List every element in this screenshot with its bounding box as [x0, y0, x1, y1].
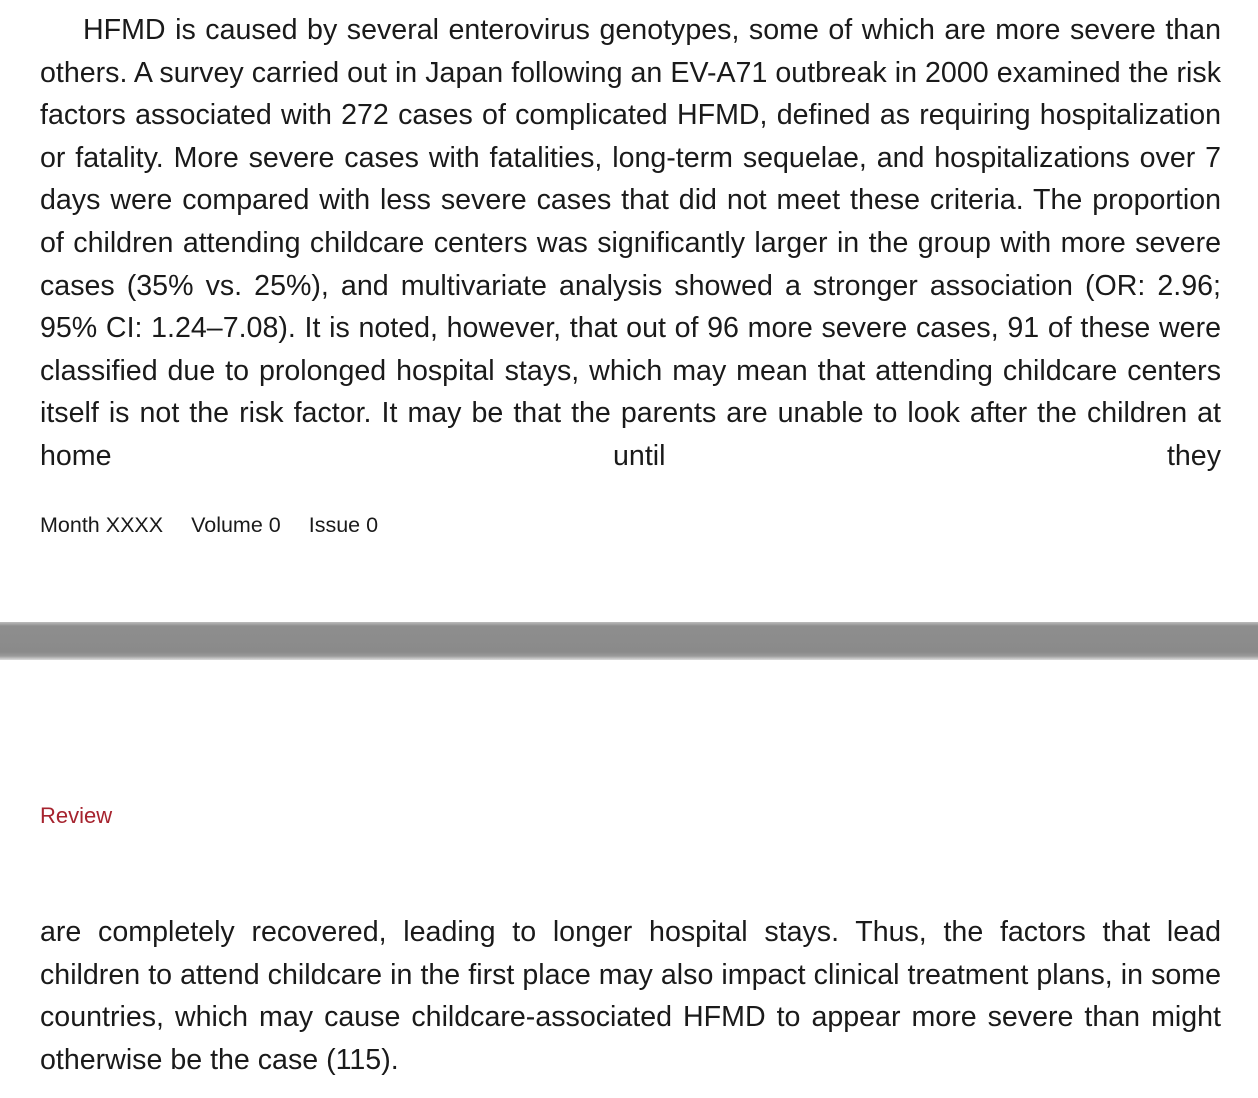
footer-issue: Issue 0 — [308, 513, 379, 537]
footer-volume: Volume 0 — [191, 513, 281, 537]
page-bottom — [0, 660, 1258, 1098]
body-paragraph: HFMD is caused by several enterovirus genotypes, some of which are more severe than others. A survey carried out in Japan following an EV-A71 outbreak in 2000 examined the risk factors associated with 272 cases of complicated HFMD, defined as requiring hospitalization or fatality. More severe cases with fatalities, long-term sequelae, and hospitalizations over 7 days were compared with less severe cases that did not meet these criteria. The proportion of children attending childcare centers was significantly larger in the group with more severe cases (35% vs. 25%), and multivariate analysis showed a stronger association (OR: 2.96; 95% CI: 1.24–7.08). It is noted, however, that out of 96 more severe cases, 91 of these were classified due to prolonged hospital stays, which may mean that attending childcare centers itself is not the risk factor. It may be that the parents are unable to look after the children at home until they — [40, 14, 1221, 472]
body-paragraph-continued: are completely recovered, leading to longer hospital stays. Thus, the factors that lead children to attend childcare in the first place may also impact clinical treatment plans, in some countries, which may cause childcare-associated HFMD to appear more severe than might otherwise be the case (115). — [40, 916, 1221, 1076]
section-label: Review — [40, 803, 113, 828]
page-separator — [0, 622, 1258, 660]
footer-month: Month XXXX — [40, 513, 164, 537]
page-footer — [40, 510, 400, 540]
